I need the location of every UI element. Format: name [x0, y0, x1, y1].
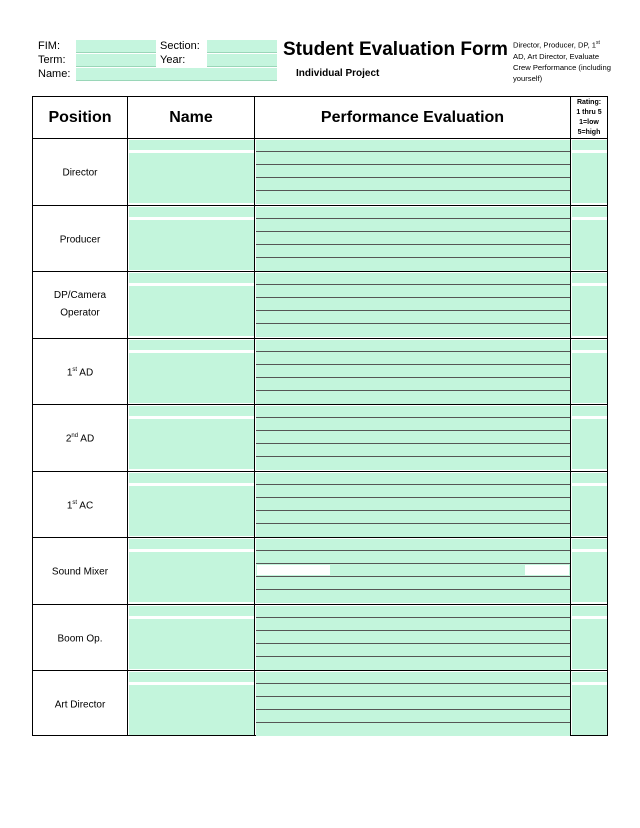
rating-field-top[interactable]	[572, 406, 607, 416]
term-field[interactable]	[76, 54, 156, 67]
rating-field[interactable]	[572, 286, 607, 336]
name-field-top[interactable]	[129, 473, 254, 483]
evaluation-line	[256, 257, 570, 258]
evaluation-line	[256, 390, 570, 391]
evaluation-line	[256, 630, 570, 631]
name-field[interactable]	[129, 286, 254, 336]
blank-gap	[257, 565, 330, 575]
evaluation-field[interactable]	[256, 406, 570, 470]
evaluation-line	[256, 589, 570, 590]
evaluation-line	[256, 709, 570, 710]
table-row	[33, 537, 607, 604]
name-field[interactable]	[129, 353, 254, 403]
table-row	[33, 404, 607, 471]
evaluation-line	[256, 683, 570, 684]
table-row	[33, 604, 607, 671]
rating-field-top[interactable]	[572, 606, 607, 616]
evaluation-line	[256, 643, 570, 644]
name-field-top[interactable]	[129, 539, 254, 549]
position-label: DP/Camera Operator	[53, 290, 107, 319]
name-field[interactable]	[129, 486, 254, 536]
rating-field[interactable]	[572, 419, 607, 469]
term-label: Term:	[38, 54, 66, 66]
evaluation-field[interactable]	[256, 606, 570, 670]
evaluation-line	[256, 231, 570, 232]
table-row	[33, 338, 607, 405]
evaluation-field[interactable]	[256, 672, 570, 736]
evaluation-line	[256, 456, 570, 457]
position-label: Director	[62, 167, 98, 179]
rating-field[interactable]	[572, 552, 607, 602]
name-field-top[interactable]	[129, 672, 254, 682]
rating-field-top[interactable]	[572, 672, 607, 682]
rating-field[interactable]	[572, 353, 607, 403]
instruction-note: Director, Producer, DP, 1st AD, Art Director, Evaluate Crew Performance (including yourself)	[513, 40, 611, 83]
evaluation-line	[256, 190, 570, 191]
table-row	[33, 138, 607, 205]
evaluation-line	[256, 510, 570, 511]
column-divider	[127, 97, 128, 735]
name-field-top[interactable]	[129, 406, 254, 416]
evaluation-line	[256, 417, 570, 418]
form-subtitle: Individual Project	[296, 68, 380, 79]
name-field-top[interactable]	[129, 340, 254, 350]
evaluation-line	[256, 617, 570, 618]
evaluation-line	[256, 323, 570, 324]
evaluation-line	[256, 550, 570, 551]
name-field-top[interactable]	[129, 207, 254, 217]
column-divider	[254, 97, 255, 735]
name-field-top[interactable]	[129, 606, 254, 616]
position-label: Art Director	[54, 699, 106, 711]
evaluation-line	[256, 177, 570, 178]
rating-field-top[interactable]	[572, 273, 607, 283]
evaluation-line	[256, 443, 570, 444]
name-field-top[interactable]	[129, 273, 254, 283]
evaluation-line	[256, 151, 570, 152]
rating-field[interactable]	[572, 619, 607, 669]
rating-field-top[interactable]	[572, 340, 607, 350]
position-label: 1st AD	[66, 366, 94, 378]
rating-field-top[interactable]	[572, 539, 607, 549]
name-field[interactable]	[129, 153, 254, 203]
evaluation-line	[256, 576, 570, 577]
evaluation-line	[256, 244, 570, 245]
evaluation-line	[256, 523, 570, 524]
rating-header: Rating: 1 thru 5 1=low 5=high	[576, 98, 602, 136]
name-field[interactable]	[129, 685, 254, 735]
evaluation-field[interactable]	[256, 273, 570, 337]
table-row	[33, 670, 607, 737]
rating-field[interactable]	[572, 153, 607, 203]
name-field[interactable]	[129, 220, 254, 270]
evaluation-field[interactable]	[256, 140, 570, 204]
evaluation-line	[256, 364, 570, 365]
blank-gap	[525, 565, 569, 575]
evaluation-line	[256, 351, 570, 352]
fim-label: FIM:	[38, 40, 60, 52]
evaluation-header: Performance Evaluation	[255, 97, 571, 138]
position-label: Sound Mixer	[51, 566, 109, 578]
evaluation-line	[256, 656, 570, 657]
table-row	[33, 471, 607, 538]
evaluation-field[interactable]	[256, 473, 570, 537]
name-field-top[interactable]	[129, 140, 254, 150]
rating-field-top[interactable]	[572, 140, 607, 150]
evaluation-line	[256, 218, 570, 219]
table-row	[33, 271, 607, 338]
section-label: Section:	[160, 40, 200, 52]
fim-field[interactable]	[76, 40, 156, 53]
evaluation-line	[256, 164, 570, 165]
evaluation-line	[256, 310, 570, 311]
rating-field-top[interactable]	[572, 473, 607, 483]
evaluation-field[interactable]	[256, 207, 570, 271]
year-label: Year:	[160, 54, 186, 66]
evaluation-line	[256, 297, 570, 298]
rating-field[interactable]	[572, 220, 607, 270]
evaluation-line	[256, 696, 570, 697]
column-divider	[570, 97, 571, 735]
name-field[interactable]	[129, 419, 254, 469]
evaluation-field[interactable]	[256, 340, 570, 404]
position-label: 1st AC	[66, 499, 94, 511]
position-label: 2nd AD	[65, 433, 95, 445]
name-header: Name	[128, 97, 255, 138]
position-label: Producer	[59, 233, 101, 245]
evaluation-line	[256, 284, 570, 285]
evaluation-line	[256, 430, 570, 431]
position-header: Position	[33, 97, 128, 138]
rating-field[interactable]	[572, 486, 607, 536]
evaluation-line	[256, 563, 570, 564]
table-row	[33, 205, 607, 272]
evaluation-line	[256, 377, 570, 378]
evaluation-line	[256, 484, 570, 485]
rating-field-top[interactable]	[572, 207, 607, 217]
form-title: Student Evaluation Form	[283, 39, 508, 60]
student-name-field[interactable]	[76, 68, 277, 81]
name-field[interactable]	[129, 619, 254, 669]
section-field[interactable]	[207, 40, 277, 53]
evaluation-table	[32, 96, 608, 736]
year-field[interactable]	[207, 54, 277, 67]
position-label: Boom Op.	[57, 632, 103, 644]
evaluation-line	[256, 722, 570, 723]
rating-field[interactable]	[572, 685, 607, 735]
evaluation-line	[256, 497, 570, 498]
name-label: Name:	[38, 68, 71, 80]
name-field[interactable]	[129, 552, 254, 602]
